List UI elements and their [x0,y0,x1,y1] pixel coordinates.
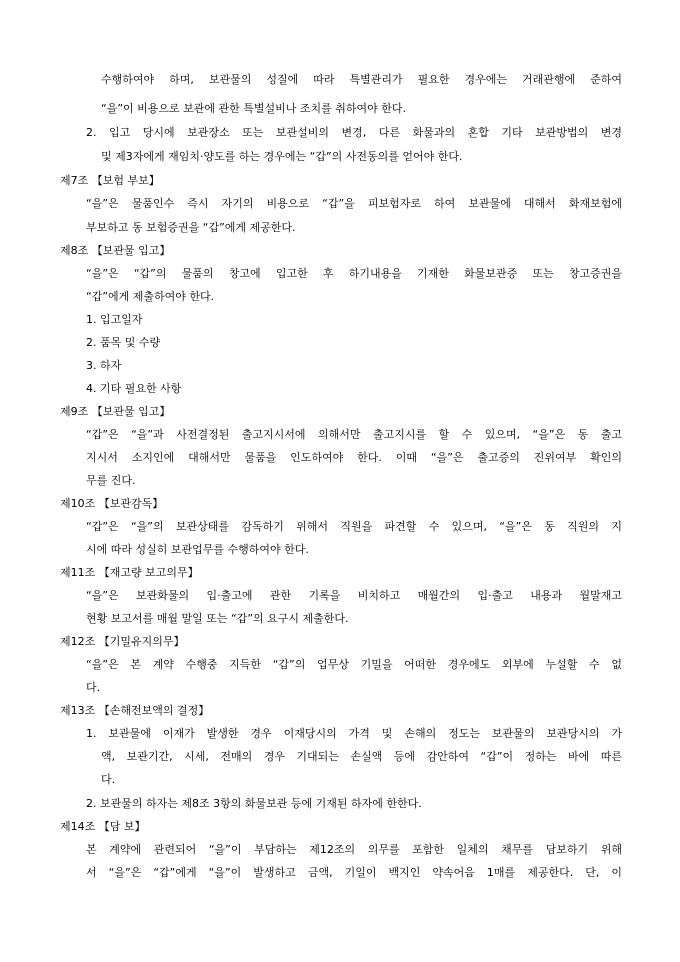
article-heading: 제12조 【기밀유지의무】 [60,635,185,648]
article-heading: 제13조 【손해전보액의 결정】 [60,704,210,717]
text-line: 다. [101,773,116,786]
text-line: 액, 보관기간, 시세, 전매의 경우 기대되는 손실액 등에 감안하여 “갑”이 정하는 바에 따른 [101,750,622,763]
list-item: 1. 입고일자 [86,313,143,326]
text-line: “을”이 비용으로 보관에 관한 특별설비나 조치를 취하여야 한다. [101,102,407,115]
article-heading: 제8조 【보관물 입고】 [60,244,171,257]
text-line: 지시서 소지인에 대해서만 물품을 인도하여야 한다. 이때 “을”은 출고증의 진위여부 확인의 [86,451,622,464]
list-item: 3. 하자 [86,359,122,372]
article-heading: 제14조 【담 보】 [60,820,146,833]
text-line: “갑”은 “을”과 사전결정된 출고지시서에 의해서만 출고지시를 할 수 있으며, “을”은 동 출고 [86,428,622,441]
text-line: “을”은 “갑”의 물품의 창고에 입고한 후 하기내용을 기재한 화물보관증 또는 창고증권을 [86,267,622,280]
article-heading: 제10조 【보관감독】 [60,497,164,510]
list-item: 1. 보관물에 이재가 발생한 경우 이재당시의 가격 및 손해의 정도는 보관물의 보관당시의 가 [86,727,622,740]
list-item: 2. 입고 당시에 보관장소 또는 보관설비의 변경, 다른 화물과의 혼합 기타 보관방법의 변경 [86,126,622,139]
text-line: “갑”은 “을”의 보관상태를 감독하기 위해서 직원을 파견할 수 있으며, “을”은 동 직원의 지 [86,520,622,533]
text-line: 다. [86,681,101,694]
list-item: 2. 보관물의 하자는 제8조 3항의 화물보관 등에 기재된 하자에 한한다. [86,797,422,810]
text-line: 시에 따라 성실히 보관업무를 수행하여야 한다. [86,543,309,556]
text-line: “을”은 본 계약 수행중 지득한 “갑”의 업무상 기밀을 어떠한 경우에도 외부에 누설할 수 없 [86,658,622,671]
text-line: “을”은 물품인수 즉시 자기의 비용으로 “갑”을 피보험자로 하여 보관물에 대해서 화재보험에 [86,197,622,210]
text-line: 서 “을”은 “갑”에게 “을”이 발생하고 금액, 기일이 백지인 약속어음 1매를 제공한다. 단, 이 [86,866,622,879]
article-heading: 제7조 【보험 부보】 [60,174,160,187]
article-heading: 제9조 【보관물 입고】 [60,405,171,418]
list-item: 4. 기타 필요한 사항 [86,382,182,395]
text-line: 현황 보고서를 매월 말일 또는 “갑”의 요구시 제출한다. [86,612,349,625]
text-line: 수행하여야 하며, 보관물의 성질에 따라 특별관리가 필요한 경우에는 거래관행에 준하여 [101,73,622,86]
text-line: “갑”에게 제출하여야 한다. [86,290,215,303]
text-line: 및 제3자에게 재임치·양도를 하는 경우에는 “갑”의 사전동의를 얻어야 한다. [101,150,463,163]
text-line: 부보하고 동 보험증권을 “갑”에게 제공한다. [86,221,296,234]
text-line: “을”은 보관화물의 입·출고에 관한 기록을 비치하고 매월간의 입·출고 내용과 월말재고 [86,589,622,602]
article-heading: 제11조 【재고량 보고의무】 [60,566,199,579]
text-line: 본 계약에 관련되어 “을”이 부담하는 제12조의 의무를 포함한 일체의 채무를 담보하기 위해 [86,843,622,856]
list-item: 2. 품목 및 수량 [86,336,161,349]
text-line: 무를 진다. [86,474,136,487]
